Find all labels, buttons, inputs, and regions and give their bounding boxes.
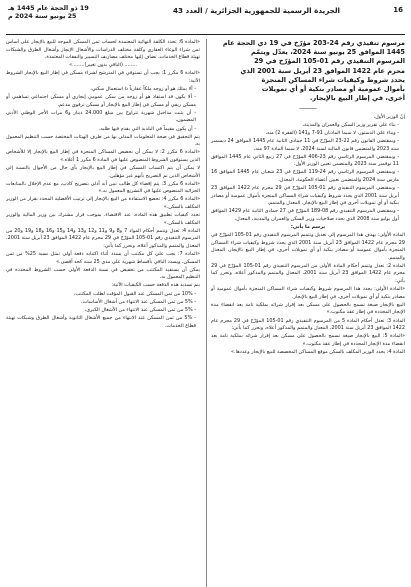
decree-title-line: بأموال عمومية أو مصادر بنكية أو أي تمويلات [261,85,405,94]
payment-item: - 10% من ثمن المسكن عند القبول المؤقت لطلب المكتتب، [73,290,196,297]
enacting-clause: يرسم ما يأتي: [290,223,326,230]
decree-title-line: أخرى، في إطار البيع بالإيجار. [309,94,405,103]
article-paragraph: «المادة الأولى: يحدد هذا المرسوم شروط وكيفيات شراء المساكن المنجزة بأموال عمومية أو مصادر بنكية أو أي تمويلات أخرى، في إطار البيع بالإيجار. [211,286,405,300]
decree-title [211,39,405,103]
paragraph: - وبمقتضى القانون رقم 22-23 المؤرّخ في 11 جمادى الثانية عام 1445 الموافق 24 ديسمبر سنة 2023 والمتضمن قانون المالية لسنة 2024، لا سيما المادة 97 منه، [211,137,399,152]
article-paragraph: يتم التحقيق في صحة المعلومات المدلى بها من طرف الهيئات المختصة حسب التنظيم المعمول به. [6,133,200,148]
article-paragraph: يمكن أن يستفيد المكتتب من تخفيض في نسبة الدفعة الأولى حسب الشروط المحددة في التنظيم المعمول به. [6,266,200,281]
paragraph: - وبمقتضى المرسوم التنفيذي رقم 01-105 المؤرّخ في 29 محرم عام 1422 الموافق 23 أبريل سنة 2001 الذي يحدد شروط وكيفيات شراء المساكن المنجزة بأموال عمومية أو مصادر بنكية أو أي تمويلات أخرى في إطار البيع بالإيجار، المعدل والمتمم، [211,185,399,207]
article-paragraph: البيع بالإيجار صيغة تسمح بالحصول على مسكن بعد إقرار شرائه بملكية تامة بعد انقضاء مدة الإيجار المحددة في إطار عقد مكتوب.» [211,301,405,316]
left-column [6,39,200,587]
decree-title-line: يحدد شروط وكيفيات شراء المساكن المنجزة [261,75,405,84]
article-paragraph: «المادة 6 مكرر 1: يجب أن تستوفي في المترشح لشراء مسكن في إطار البيع بالإيجار الشروط الآتية: [6,70,200,84]
condition-item: - ألا يكون قد استفاد هو أو زوجه من سكن عمومي إيجاري أو مسكن اجتماعي تساهمي أو مسكن ريفي أو مسكن في إطار البيع بالإيجار أو مسكن ترقوي مدعم، [6,94,196,108]
columns [6,39,405,587]
article-paragraph: لا يمكن أن يتم اكتساب المسكن في إطار البيع بالإيجار بأي حال من الأحوال بالنسبة إلى الأشخاص الذين تم التصريح بأنهم غير مؤهلين. [6,165,200,179]
article-paragraph: المادة 3: تعدل أحكام المادة 5 من المرسوم التنفيذي رقم 01-105 المؤرّخ في 29 محرم عام 1422 الموافق 23 أبريل سنة 2001، المعدل والمتمم والمذكور أعلاه، وتحرر كما يأتي: [211,317,405,332]
issue-date-hijri: 19 ذو الحجة عام 1445 هـ [8,4,89,12]
paragraph: - وبناء على الدستور، لا سيما المادتان 91-7 و141 (الفقرة 2) منه، [265,129,399,136]
page-number: 16 [393,6,403,14]
article-paragraph: المادة 4: تعدل وتتمم أحكام المواد 7 و8 و9 و11 و12 و13 و14 و15 و16 و18 و19 و20 من المرسوم التنفيذي رقم 01-105 المؤرّخ في 29 محرم عام 1422 الموافق 23 أبريل سنة 2001، المعدل والمتمم والمذكور أعلاه، وتحرر كما يأتي: [6,227,200,249]
unchanged-note: ........ (الباقي بدون تغيير)........» [69,62,137,69]
paragraph: - بناء على تقرير وزير السكن والعمران والمدينة، [302,121,399,128]
paragraph: - وبمقتضى المرسوم الرئاسي رقم 24-119 المؤرّخ في 23 شعبان عام 1445 الموافق 16 مارس سنة 2024 والمتضمن تعيين أعضاء الحكومة، المعدل، [211,169,399,183]
article-paragraph: «المادة 6 مكرر 4: تخضع الاستفادة من البيع بالإيجار إلى ترتيب الأفضلية المحدد بقرار من الوزير المكلف بالسكن.» [6,196,200,211]
issue-date-gregorian: 25 يونيو سنة 2024 م [8,12,77,21]
payment-item: - 5% من ثمن المسكن عند الانتهاء من الأشغال الكبرى، [84,306,196,313]
issue-date [8,4,128,21]
separator: ــــــــــــ [299,105,317,112]
article-paragraph: تحدد كيفيات تطبيق هذه المادة، عند الاقتضاء، بموجب قرار مشترك بين وزير المالية والوزير المكلف بالسكن.» [6,212,200,226]
payment-item: - 5% من ثمن المسكن عند الانتهاء من أشغال الأساسات، [81,298,196,305]
journal-title: الجريدة الرسمية للجمهورية الجزائرية / العدد 43 [172,6,341,15]
condition-item: - أن يثبت مداخيل شهرية تتراوح بين مبلغ 24.000 دينار و6 مرات الأجر الوطني الأدنى المضمون، [6,109,197,124]
paragraph: - وبمقتضى المرسوم التنفيذي رقم 08-189 المؤرّخ في 27 جمادى الثانية عام 1429 الموافق أول يوليو سنة 2008 الذي يحدد صلاحيات وزير السكن والعمران والمدينة، المعدل، [211,208,399,222]
article-paragraph: «المادة 6: تحدد الكلفة النهائية المعتمدة لحساب ثمن المسكن الموجه للبيع بالإيجار على أساس ثمن شراء الوعاء العقاري وكلفة مختلف الدراسات والأشغال الإنجاز وأشغال الطرق والشبكات تهيئة قطاع الخدمات، تضاف إليها مختلف مصاريف التسيير والنفقات المعتمدة. [6,39,200,61]
article-paragraph: «المادة 6 مكرر 2: لا يمكن أن تخصص المساكن المنجزة في إطار البيع بالإيجار إلا للأشخاص الذين يستوفون الشروط المنصوص عليها في المادة 6 مكرر 1 أعلاه.» [6,149,200,163]
right-column [206,39,405,587]
article-paragraph: يتم تسديد هذه الدفعة حسب الكيفيات الآتية: [111,282,200,289]
article-paragraph: «المادة 7: يجب على كل مكتتب أن يسدد أثناء اكتتابه دفعة أولى تمثل نسبة 25% من ثمن المسكن، ويسدد الباقي بأقساط شهرية على مدى 25 سنة كحد أقصى.» [6,251,200,265]
article-paragraph: المادة 2: تعدل وتتمم أحكام المادة الأولى من المرسوم التنفيذي رقم 01-105 المؤرّخ في 29 محرم عام 1422 الموافق 23 أبريل سنة 2001، المعدل والمتمم والمذكور أعلاه، وتحرر كما يأتي: [211,262,405,284]
decree-title-line: محرم عام 1422 الموافق 23 أبريل سنة 2001 الذي [240,66,405,75]
page-header [6,4,405,35]
payment-item: - 5% من ثمن المسكن عند الانتهاء من جميع الأشغال الثانوية وأشغال الطرق وشبكات تهيئة قطاع الخدمات. [6,315,196,329]
article-paragraph: «المادة 5: البيع بالإيجار صيغة تسمح بالحصول على مسكن بعد إقرار شرائه بملكية تامة بعد انقضاء مدة الإيجار المحددة في إطار عقد مكتوب.» [211,333,405,347]
condition-item: - أن يكون مقيماً في البلدية التي يقدم فيها طلبه. [98,125,196,132]
paragraph: إنّ الوزير الأول، [373,113,405,120]
article-paragraph: المادة 4: يحدد الوزير المكلف بالسكن موقع المساكن المخصصة للبيع بالإيجار وعددها.» [231,348,405,355]
condition-item: - ألا يملك هو أو زوجه ملكاً عقارياً ذا استعمال سكني، [90,86,196,93]
paragraph: - وبمقتضى المرسوم الرئاسي رقم 23-406 المؤرّخ في 27 ربيع الثاني عام 1445 الموافق 11 نوفمبر سنة 2023 والمتضمن تعيين الوزير الأول، [211,153,399,168]
article-paragraph: «المادة 6 مكرر 3: يتم إقصاء كل طالب تبين أنه أدلى بتصريح كاذب، مع عدم الإخلال بالمتابعات الجزائية المنصوص عليها في التشريع المعمول به.» [6,180,200,195]
decree-title-line: المرسوم التنفيذي رقم 01-105 المؤرّخ في 29 [254,57,405,66]
decree-title-line: 1445 الموافق 25 يونيو سنة 2024، يعدّل ويتمّم [251,48,405,57]
article-paragraph: المادة الأولى: يهدف هذا المرسوم إلى تعديل وتتميم المرسوم التنفيذي رقم 01-105 المؤرّخ في 29 محرم عام 1422 الموافق 23 أبريل سنة 2001 الذي يحدد شروط وكيفيات شراء المساكن المنجزة بأموال عمومية أو مصادر بنكية أو أي تمويلات أخرى، في إطار البيع بالإيجار، المعدل والمتمم. [211,232,405,261]
decree-title-line: مرسوم تنفيذي رقم 24-203 مؤرّخ في 19 ذي الحجة عام [222,39,405,47]
